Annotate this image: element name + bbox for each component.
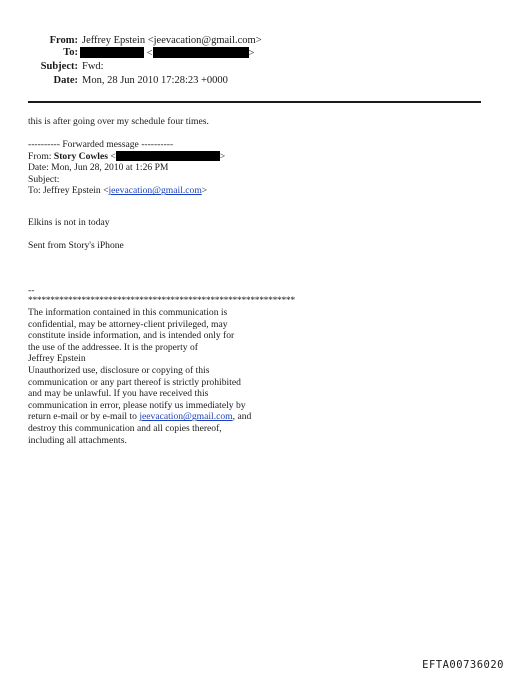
disclaimer-notify-line — [28, 411, 251, 423]
forwarded-from-close: > — [219, 150, 226, 162]
disclaimer-line: destroy this communication and all copies thereof, — [28, 422, 222, 434]
disclaimer-line: confidential, may be attorney-client privileged, may — [28, 318, 228, 330]
disclaimer-line: communication in error, please notify us immediately by — [28, 399, 246, 411]
subject-value: Fwd: — [82, 61, 104, 72]
subject-label: Subject: — [40, 61, 78, 72]
forwarded-from-open: < — [110, 150, 116, 162]
forwarded-from-line — [28, 151, 225, 163]
forwarded-from-label: From: — [28, 150, 52, 162]
disclaimer-line: the use of the addressee. It is the property of — [28, 341, 198, 353]
to-label: To: — [63, 47, 78, 58]
disclaimer-line: constitute inside information, and is intended only for — [28, 330, 235, 342]
disclaimer-line: The information contained in this communication is — [28, 307, 228, 318]
forwarded-block — [28, 139, 225, 197]
signature-text: Sent from Story's iPhone — [28, 240, 124, 251]
from-label: From: — [49, 35, 78, 46]
disclaimer-block — [28, 307, 251, 446]
forwarded-marker: ---------- Forwarded message ---------- — [28, 139, 174, 150]
from-value: Jeffrey Epstein <jeevacation@gmail.com> — [82, 35, 262, 46]
header-divider — [28, 101, 481, 103]
disclaimer-line: communication or any part thereof is strictly prohibited — [28, 376, 241, 388]
date-label: Date: — [53, 75, 78, 86]
notify-prefix: return e-mail or by e-mail to — [28, 411, 140, 423]
disclaimer-line: and may be unlawful. If you have received this — [28, 388, 209, 400]
forwarded-date: Date: Mon, Jun 28, 2010 at 1:26 PM — [28, 162, 169, 174]
disclaimer-line: Unauthorized use, disclosure or copying of this — [28, 364, 210, 376]
disclaimer-line: including all attachments. — [28, 434, 127, 446]
forwarded-from-name: Story Cowles — [53, 150, 108, 162]
forwarded-to-suffix: > — [201, 185, 208, 197]
to-open-bracket: < — [146, 48, 153, 59]
footer-dashes: -- — [28, 285, 35, 296]
forwarded-subject: Subject: — [28, 173, 60, 185]
forwarded-to-line — [28, 185, 225, 197]
message-text: Elkins is not in today — [28, 217, 110, 228]
document-stamp: EFTA00736020 — [422, 659, 504, 671]
forwarded-to-prefix: To: Jeffrey Epstein < — [28, 185, 109, 197]
disclaimer-line: Jeffrey Epstein — [28, 353, 86, 365]
notify-suffix: , and — [232, 411, 252, 423]
redaction-block — [116, 151, 220, 161]
date-value: Mon, 28 Jun 2010 17:28:23 +0000 — [82, 75, 228, 86]
forwarded-to-email-link[interactable]: jeevacation@gmail.com — [108, 185, 202, 197]
redaction-block — [80, 47, 144, 58]
redaction-block — [153, 47, 249, 58]
to-close-bracket: > — [248, 48, 255, 59]
notify-email-link[interactable]: jeevacation@gmail.com — [139, 411, 233, 423]
intro-text: this is after going over my schedule four times. — [28, 116, 209, 127]
footer-stars: ************************************************************ — [28, 295, 295, 306]
